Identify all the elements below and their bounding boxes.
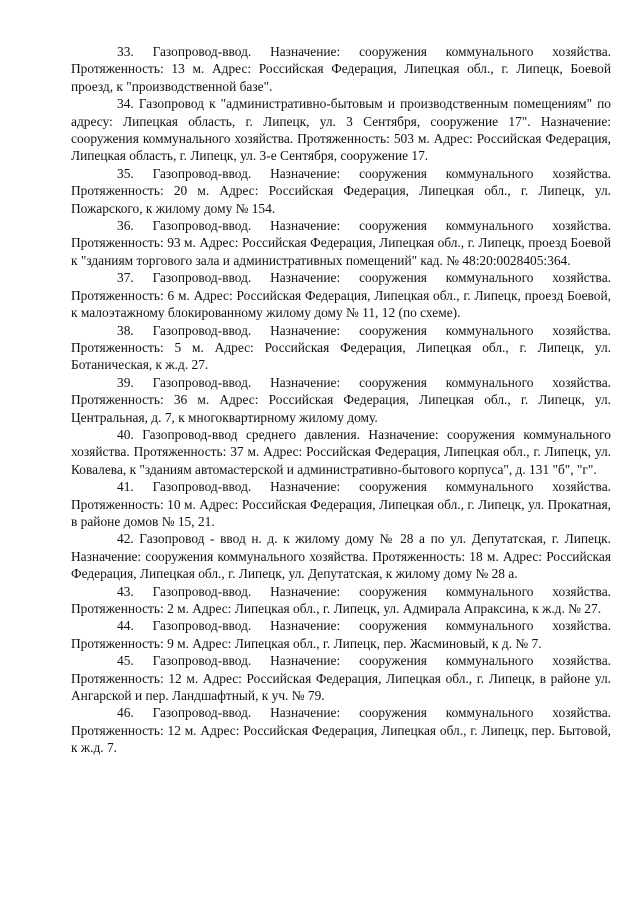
list-item: 37. Газопровод-ввод. Назначение: сооружения коммунального хозяйства. Протяженность: 6 м. Адрес: Российская Федерация, Липецкая обл., г. Липецк, проезд Боевой, к малоэтажному блокированному жилому дому № 11, 12 (по схеме).: [71, 270, 611, 321]
list-item: 39. Газопровод-ввод. Назначение: сооружения коммунального хозяйства. Протяженность: 36 м. Адрес: Российская Федерация, Липецкая обл., г. Липецк, ул. Центральная, д. 7, к многоквартирному жилому дому.: [71, 374, 611, 425]
document-body: [71, 43, 611, 757]
list-item: 35. Газопровод-ввод. Назначение: сооружения коммунального хозяйства. Протяженность: 20 м. Адрес: Российская Федерация, Липецкая обл., г. Липецк, ул. Пожарского, к жилому дому № 154.: [71, 165, 611, 216]
list-item: 43. Газопровод-ввод. Назначение: сооружения коммунального хозяйства. Протяженность: 2 м. Адрес: Липецкая обл., г. Липецк, ул. Адмирала Апраксина, к ж.д. № 27.: [71, 583, 611, 616]
list-item: 44. Газопровод-ввод. Назначение: сооружения коммунального хозяйства. Протяженность: 9 м. Адрес: Липецкая обл., г. Липецк, пер. Жасминовый, к д. № 7.: [71, 618, 611, 651]
list-item: 41. Газопровод-ввод. Назначение: сооружения коммунального хозяйства. Протяженность: 10 м. Адрес: Российская Федерация, Липецкая обл., г. Липецк, ул. Прокатная, в районе домов № 15, 21.: [71, 479, 611, 529]
list-item: 40. Газопровод-ввод среднего давления. Назначение: сооружения коммунального хозяйства. Протяженность: 37 м. Адрес: Российская Федерация, Липецкая обл., г. Липецк, ул. Ковалева, к "зданиям автомастерской и административно-бытового корпуса", д. 131 "б", "г".: [71, 426, 611, 477]
list-item: 33. Газопровод-ввод. Назначение: сооружения коммунального хозяйства. Протяженность: 13 м. Адрес: Российская Федерация, Липецкая обл., г. Липецк, Боевой проезд, к "производственной базе".: [71, 44, 611, 94]
list-item: 45. Газопровод-ввод. Назначение: сооружения коммунального хозяйства. Протяженность: 12 м. Адрес: Российская Федерация, Липецкая обл., г. Липецк, в районе ул. Ангарской и пер. Ландшафтный, к уч. № 79.: [71, 653, 611, 704]
list-item: 34. Газопровод к "административно-бытовым и производственным помещениям" по адресу: Липецкая область, г. Липецк, ул. 3 Сентября, сооружение 17". Назначение: сооружения коммунального хозяйства. Протяженность: 503 м. Адрес: Российская Федерация, Липецкая область, г. Липецк, ул. 3-е Сентября, сооружение 17.: [71, 96, 611, 164]
list-item: 46. Газопровод-ввод. Назначение: сооружения коммунального хозяйства. Протяженность: 12 м. Адрес: Российская Федерация, Липецкая обл., г. Липецк, пер. Бытовой, к ж.д. 7.: [71, 705, 611, 756]
list-item: 38. Газопровод-ввод. Назначение: сооружения коммунального хозяйства. Протяженность: 5 м. Адрес: Российская Федерация, Липецкая обл., г. Липецк, ул. Ботаническая, к ж.д. 27.: [71, 322, 611, 373]
list-item: 36. Газопровод-ввод. Назначение: сооружения коммунального хозяйства. Протяженность: 93 м. Адрес: Российская Федерация, Липецкая обл., г. Липецк, проезд Боевой к "зданиям торгового зала и административных помещений" кад. № 48:20:0028405:364.: [71, 218, 611, 268]
list-item: 42. Газопровод - ввод н. д. к жилому дому № 28 а по ул. Депутатская, г. Липецк. Назначение: сооружения коммунального хозяйства. Протяженность: 18 м. Адрес: Российская Федерация, Липецкая обл., г. Липецк, ул. Депутатская, к жилому дому № 28 а.: [71, 531, 611, 582]
